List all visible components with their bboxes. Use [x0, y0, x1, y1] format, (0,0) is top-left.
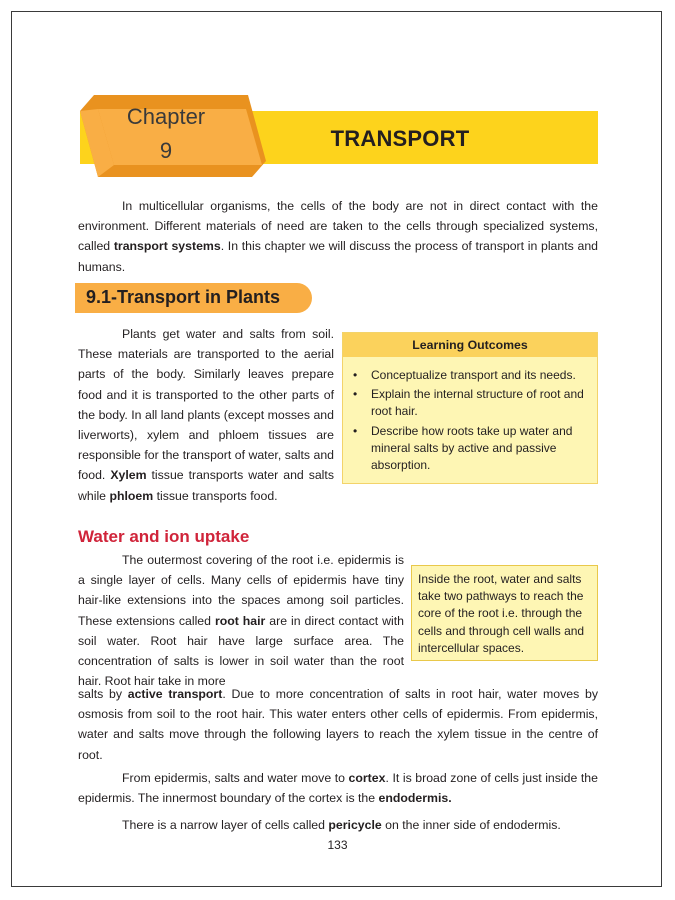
list-item: • Explain the internal structure of root and root hair.: [353, 387, 584, 419]
learning-outcomes-list: [353, 367, 589, 476]
plants-paragraph: Plants get water and salts from soil. These materials are transported to the aerial parts of the body. Similarly leaves prepare food and it is transported to the other parts of the body. In all land plants (except mosses and liverworts), xylem and phloem tissues are responsible for the transport of water, salts and food. Xylem tissue transports water and salts while phloem tissue transports food.: [78, 327, 334, 503]
learning-outcomes-title: Learning Outcomes: [343, 333, 597, 357]
chapter-number: 9: [159, 138, 173, 163]
list-item: • Conceptualize transport and its needs.: [353, 367, 589, 384]
subheading-water-ion-uptake: Water and ion uptake: [78, 527, 250, 546]
info-box: Inside the root, water and salts take two pathways to reach the core of the root i.e. through the cells and through cell walls and intercellular spaces.: [411, 565, 598, 661]
section-heading: 9.1-Transport in Plants: [86, 287, 281, 307]
page-number: 133: [327, 838, 348, 852]
intro-paragraph: In multicellular organisms, the cells of the body are not in direct contact with the environment. Different materials of need are taken to the cells through specialized systems, called transport systems. In this chapter we will discuss the process of transport in plants and humans.: [78, 199, 599, 274]
bullet-icon: •: [353, 368, 358, 382]
learning-outcomes-box: [342, 332, 598, 484]
chapter-label: Chapter: [126, 104, 206, 129]
bullet-icon: •: [353, 387, 358, 402]
chapter-title: TRANSPORT: [330, 126, 470, 151]
list-item: • Describe how roots take up water and mineral salts by active and passive absorption.: [353, 423, 573, 473]
pericycle-paragraph: There is a narrow layer of cells called pericycle on the inner side of endodermis.: [122, 818, 561, 832]
uptake-paragraph-continued: salts by active transport. Due to more concentration of salts in root hair, water moves by osmosis from soil to the root hair. This water enters other cells of epidermis. From epidermis, water and salts move through the following layers to reach the xylem tissue in the centre of root.: [78, 687, 598, 762]
cortex-paragraph: From epidermis, salts and water move to cortex. It is broad zone of cells just inside the epidermis. The innermost boundary of the cortex is the endodermis.: [78, 771, 598, 806]
bullet-icon: •: [353, 423, 358, 438]
uptake-paragraph: The outermost covering of the root i.e. epidermis is a single layer of cells. Many cells of epidermis have tiny hair-like extensions into the spaces among soil particles. These extensions called root hair are in direct contact with soil water. Root hair have large surface area. The concentration of salts is lower in soil water than the root hair. Root hair take in more: [78, 553, 404, 689]
